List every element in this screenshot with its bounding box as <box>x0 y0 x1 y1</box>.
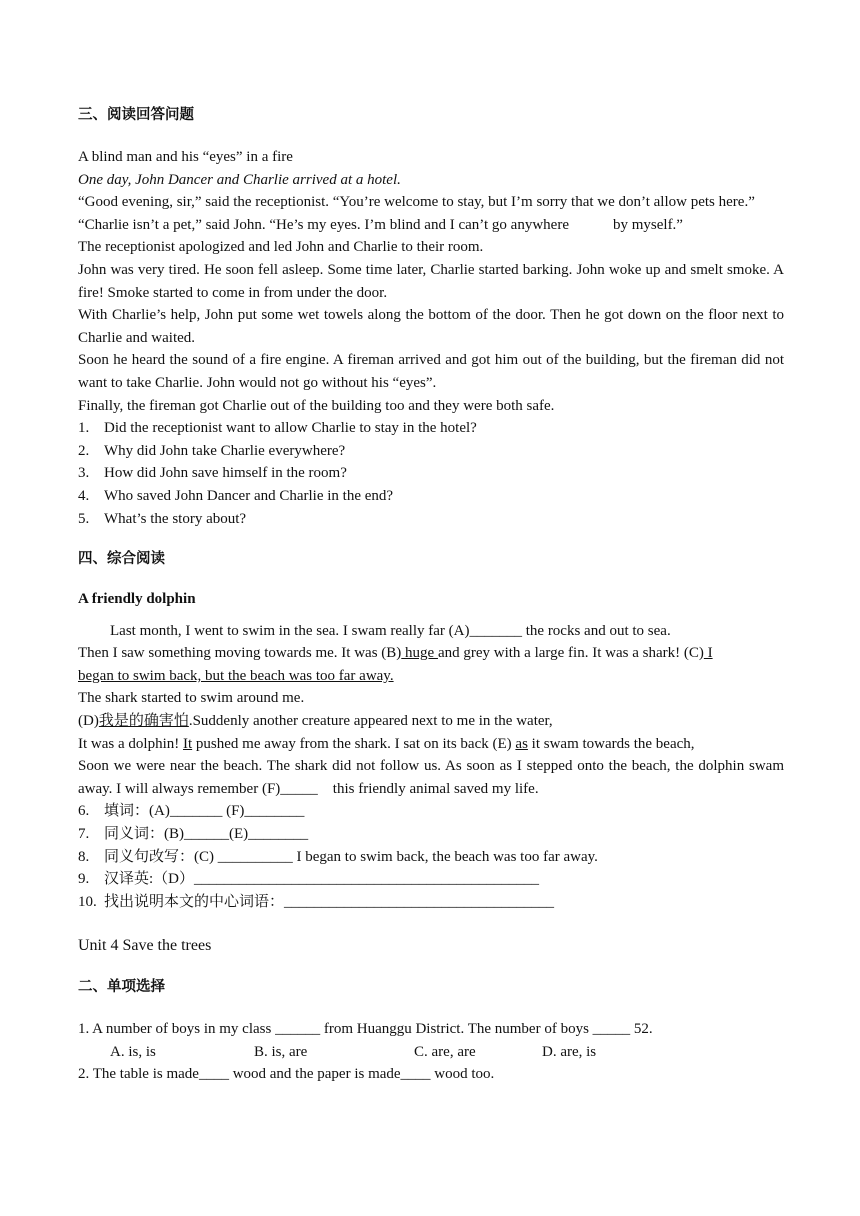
story-paragraph-8: Finally, the fireman got Charlie out of the building too and they were both safe. <box>78 397 555 414</box>
story-paragraph-4: The receptionist apologized and led John and Charlie to their room. <box>78 239 484 256</box>
story-paragraph-7: Soon he heard the sound of a fire engine. A fireman arrived and got him out of the building, but the fireman did not want to take Charlie. John would not go without his “eyes”. <box>78 352 784 391</box>
story-paragraph-6: With Charlie’s help, John put some wet towels along the bottom of the door. Then he got down on the floor next to Charlie and waited. <box>78 307 784 346</box>
exercise-item <box>78 868 784 891</box>
unit-title: Unit 4 Save the trees <box>78 937 212 955</box>
option-a: A. is, is <box>110 1043 156 1060</box>
section-3-heading: 三、阅读回答问题 <box>78 107 194 123</box>
question-item <box>78 462 784 485</box>
dolphin-title: A friendly dolphin <box>78 591 196 608</box>
question-number: 4. <box>78 487 90 504</box>
exercise-text: 汉译英:（D）______________________________________________ <box>104 871 540 888</box>
exercise-text: 找出说明本文的中心词语：____________________________________ <box>104 893 555 910</box>
question-text: Why did John take Charlie everywhere? <box>104 442 346 459</box>
option-d: D. are, is <box>542 1043 597 1060</box>
choice-question-2: 2. The table is made____ wood and the paper is made____ wood too. <box>78 1066 495 1083</box>
paragraph-3-part-a: “Charlie isn’t a pet,” said John. “He’s my eyes. I’m blind and I can’t go anywhere <box>78 216 569 233</box>
underlined-phrase: 我是的确害怕 <box>98 713 189 730</box>
story-paragraph-2: “Good evening, sir,” said the receptionist. “You’re welcome to stay, but I’m sorry that we don’t allow pets here.” <box>78 194 755 211</box>
exercise-number: 7. <box>78 826 90 843</box>
text-run: (D) <box>78 713 99 730</box>
question-number: 5. <box>78 510 90 527</box>
exercise-item <box>78 823 784 846</box>
question-text: Did the receptionist want to allow Charlie to stay in the hotel? <box>104 420 477 437</box>
question-item <box>78 417 784 440</box>
text-run: pushed me away from the shark. I sat on its back (E) <box>192 735 516 752</box>
exercise-number: 8. <box>78 848 90 865</box>
story-paragraph-5: John was very tired. He soon fell asleep. Some time later, Charlie started barking. John woke up and smelt smoke. A fire! Smoke started to come in from under the door. <box>78 261 784 301</box>
exercise-text: 同义句改写：(C) __________ I began to swim back, the beach was too far away. <box>104 848 598 865</box>
text-run: Then I saw something moving towards me. It was (B) <box>78 645 402 662</box>
question-item <box>78 440 784 463</box>
dolphin-line-2 <box>78 642 784 665</box>
question-list <box>78 417 784 530</box>
exercise-text: 填词：(A)_______ (F)________ <box>104 803 305 820</box>
question-text: Who saved John Dancer and Charlie in the end? <box>104 487 394 504</box>
question-text: How did John save himself in the room? <box>104 465 347 482</box>
underlined-word: huge <box>401 645 438 662</box>
exercise-number: 6. <box>78 803 90 820</box>
unit-section-heading: 二、单项选择 <box>78 979 165 995</box>
dolphin-line-4: The shark started to swim around me. <box>78 690 305 707</box>
exercise-number: 10. <box>78 893 97 910</box>
exercise-item <box>78 891 784 914</box>
option-c: C. are, are <box>414 1043 476 1060</box>
option-b: B. is, are <box>254 1043 308 1060</box>
dolphin-line-6 <box>78 733 784 756</box>
dolphin-line-5 <box>78 710 784 733</box>
question-number: 3. <box>78 465 90 482</box>
exercise-list <box>78 800 784 913</box>
text-run: It was a dolphin! <box>78 735 183 752</box>
question-number: 1. <box>78 420 90 437</box>
question-number: 2. <box>78 442 90 459</box>
text-run: it swam towards the beach, <box>527 735 695 752</box>
dolphin-line-3: began to swim back, but the beach was too far away. <box>78 667 394 684</box>
choice-options <box>78 1041 784 1064</box>
underlined-word: I <box>703 645 713 662</box>
dolphin-line-7: Soon we were near the beach. The shark did not follow us. As soon as I stepped onto the beach, the dolphin swam away. I will always remember (F)_____ this friendly animal saved my life. <box>78 758 788 797</box>
story-paragraph-3 <box>78 214 784 237</box>
question-item <box>78 485 784 508</box>
exercise-text: 同义词：(B)______(E)________ <box>104 826 309 843</box>
underlined-word: It <box>182 735 193 752</box>
story-title: A blind man and his “eyes” in a fire <box>78 149 293 165</box>
section-4-heading: 四、综合阅读 <box>78 551 165 568</box>
underlined-word: as <box>515 735 528 752</box>
exercise-item <box>78 800 784 823</box>
question-text: What’s the story about? <box>104 510 247 527</box>
text-run: and grey with a large fin. It was a shark! (C) <box>437 645 704 662</box>
document-content <box>78 104 788 1086</box>
paragraph-3-part-b: by myself.” <box>612 216 683 233</box>
story-paragraph-1: One day, John Dancer and Charlie arrived at a hotel. <box>78 171 401 188</box>
exercise-number: 9. <box>78 871 90 888</box>
text-run: .Suddenly another creature appeared next to me in the water, <box>188 713 553 730</box>
choice-question-1: 1. A number of boys in my class ______ from Huanggu District. The number of boys _____ 52. <box>78 1021 653 1037</box>
dolphin-line-1: Last month, I went to swim in the sea. I swam really far (A)_______ the rocks and out to sea. <box>110 622 671 639</box>
exercise-item <box>78 846 784 869</box>
question-item <box>78 508 784 531</box>
